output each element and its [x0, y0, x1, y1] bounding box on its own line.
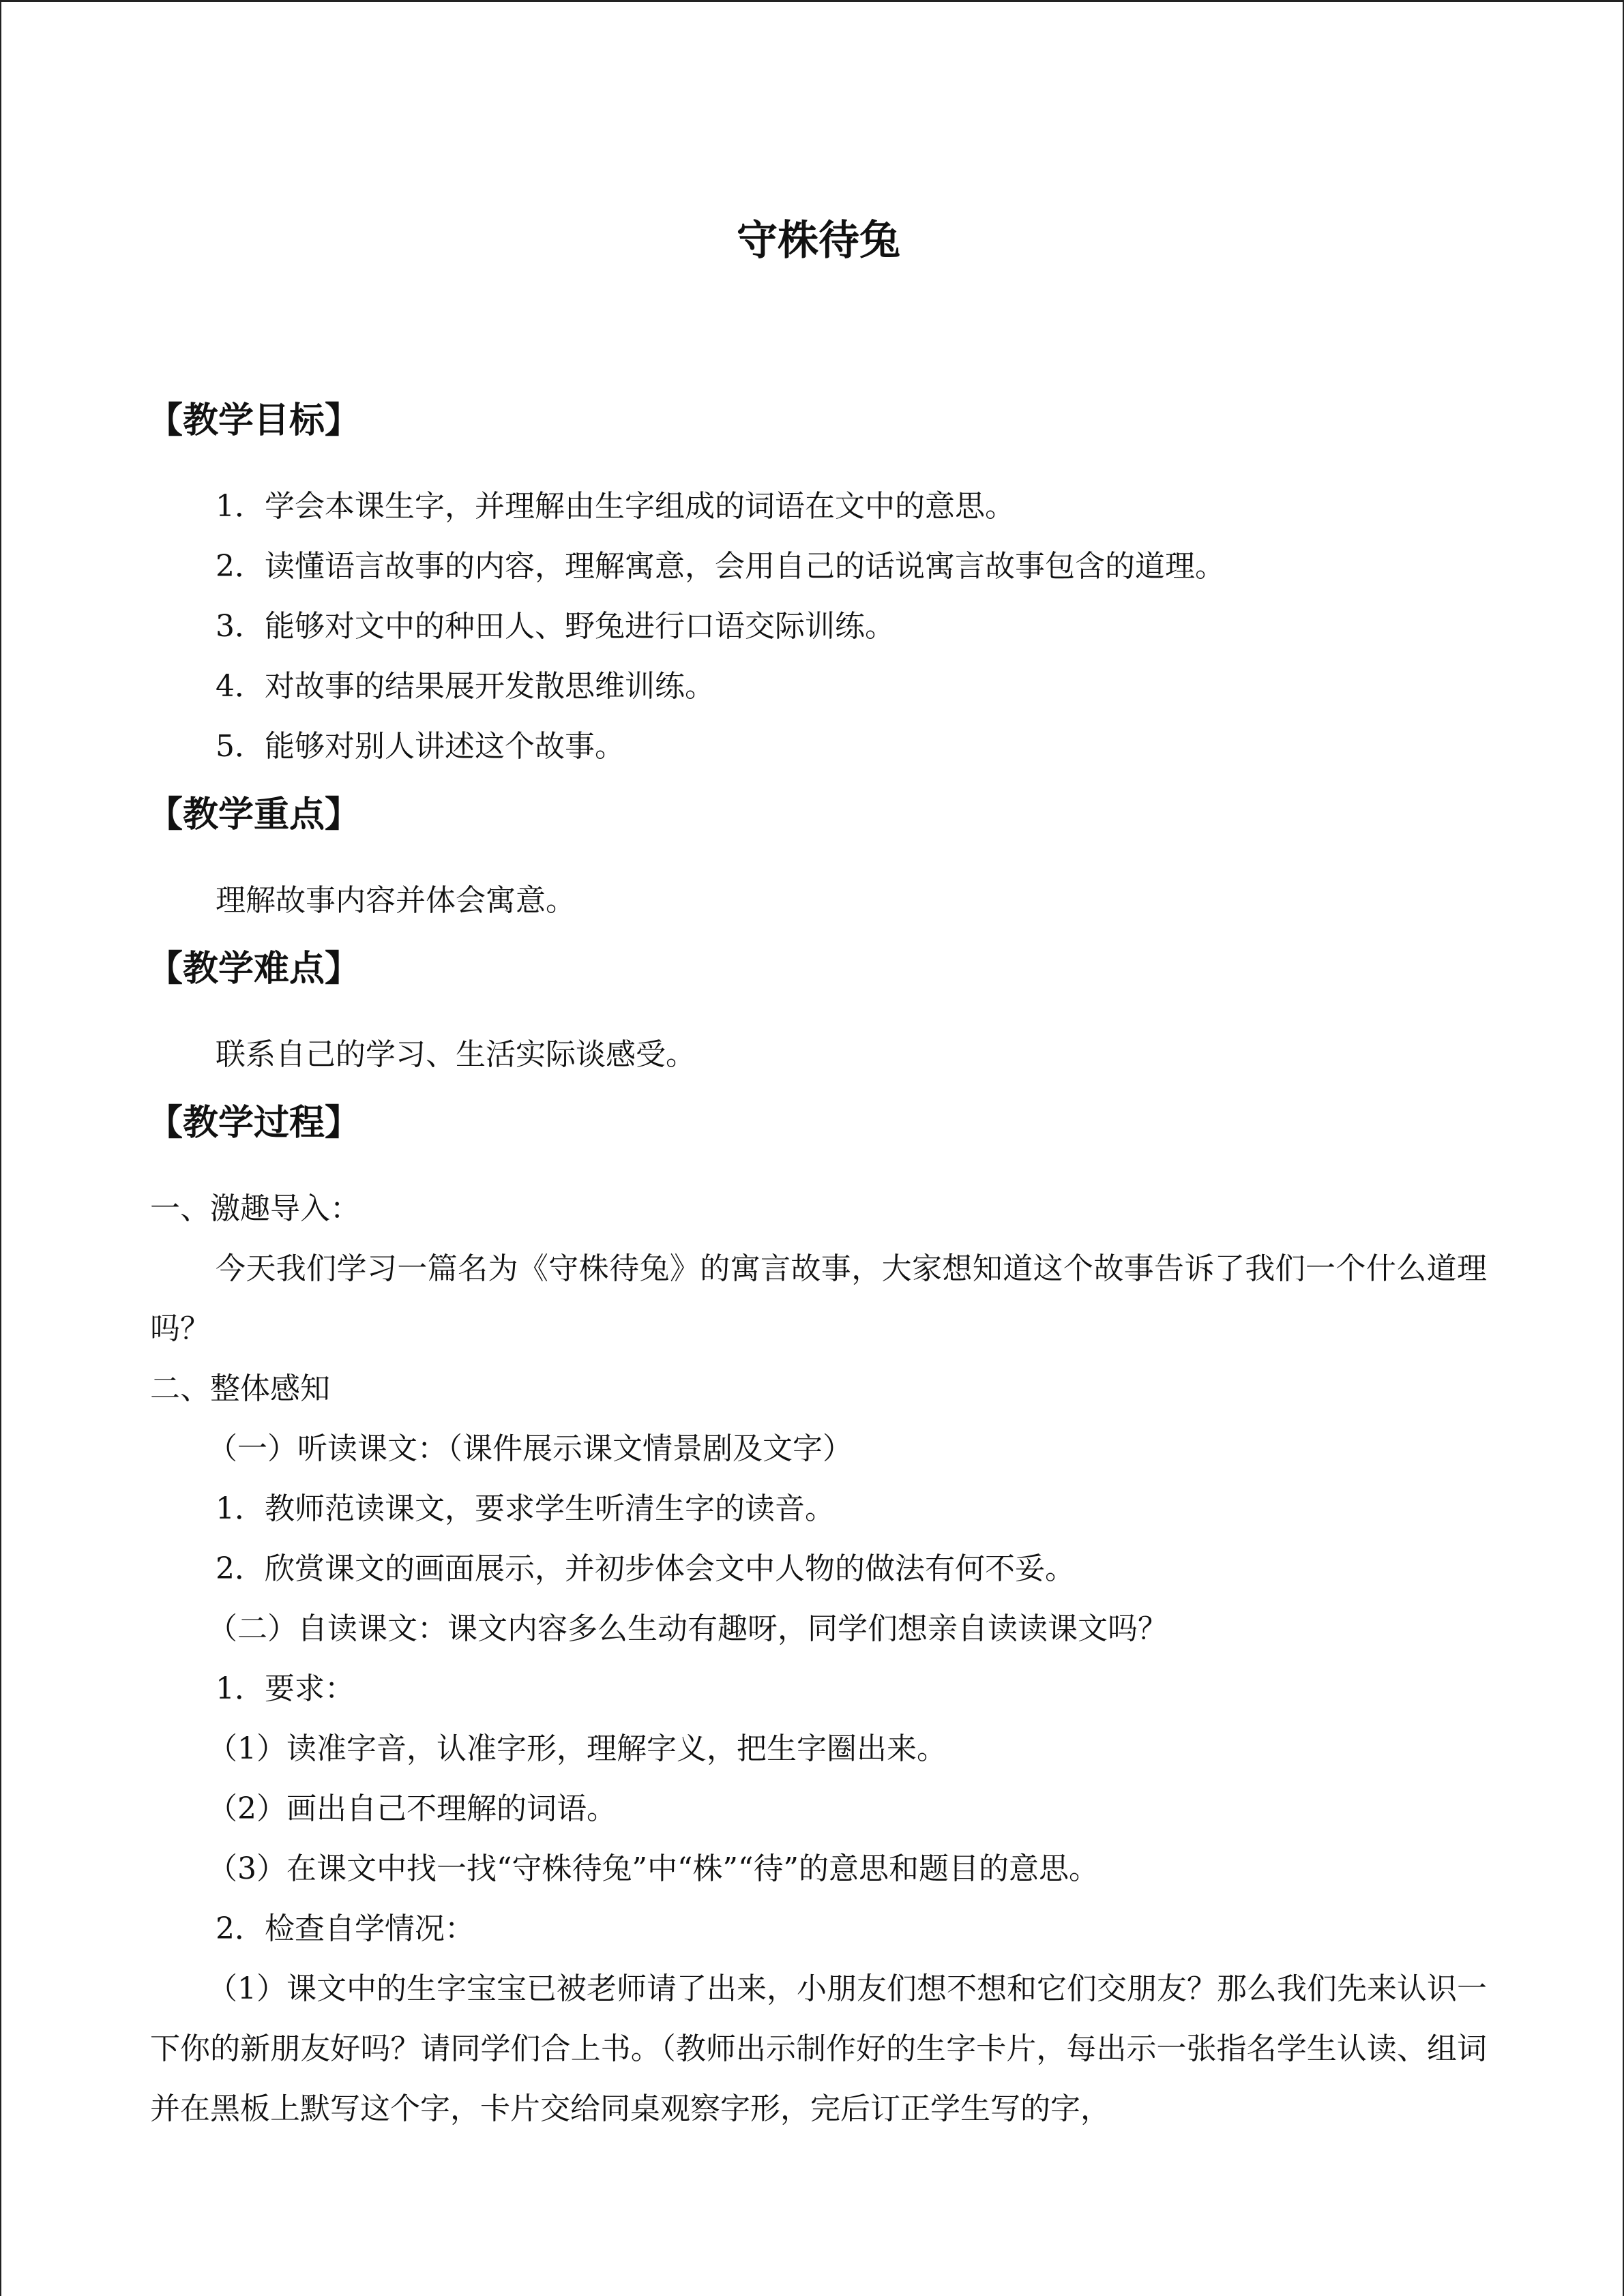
check-text: （1）课文中的生字宝宝已被老师请了出来，小朋友们想不想和它们交朋友？那么我们先来认识一下你的新朋友好吗？请同学们合上书。（教师出示制作好的生字卡片，每出示一张指名学生认读、组词并在黑板上默写这个字，卡片交给同桌观察字形，完后订正学生写的字，: [150, 1971, 1487, 2126]
listen-item-1: 1．教师范读课文，要求学生听清生字的读音。: [216, 1491, 835, 1526]
requirement-item-3: （3）在课文中找一找“守株待兔”中“株”“待”的意思和题目的意思。: [207, 1851, 1099, 1886]
self-read-title: （二）自读课文：课文内容多么生动有趣呀，同学们想亲自读读课文吗？: [207, 1611, 1168, 1646]
goal-item-3: 3．能够对文中的种田人、野兔进行口语交际训练。: [216, 609, 895, 644]
spacer: [150, 459, 1487, 477]
heading-difficulties: 【教学难点】: [147, 949, 361, 989]
requirements-title: 1．要求：: [216, 1671, 355, 1706]
goal-item-4: 4．对故事的结果展开发散思维训练。: [216, 669, 715, 704]
requirement-item-2: （2）画出自己不理解的词语。: [207, 1791, 617, 1826]
heading-key-points: 【教学重点】: [147, 794, 361, 835]
heading-teaching-process: 【教学过程】: [147, 1103, 361, 1144]
difficulties-text: 联系自己的学习、生活实际谈感受。: [216, 1037, 696, 1072]
check-title: 2．检查自学情况：: [216, 1911, 475, 1946]
requirement-item-1: （1）读准字音，认准字形，理解字义，把生字圈出来。: [207, 1731, 947, 1766]
listen-title: （一）听读课文：（课件展示课文情景剧及文字）: [207, 1431, 853, 1466]
process-part2-title: 二、整体感知: [150, 1371, 330, 1406]
page-title: 守株待兔: [737, 217, 900, 265]
key-points-text: 理解故事内容并体会寓意。: [216, 883, 576, 918]
process-part1-text: 今天我们学习一篇名为《守株待兔》的寓言故事，大家想知道这个故事告诉了我们一个什么道理吗？: [150, 1251, 1487, 1346]
document-body: [147, 200, 1487, 2139]
spacer: [150, 1007, 1487, 1025]
goal-item-5: 5．能够对别人讲述这个故事。: [216, 729, 625, 764]
process-part1-title: 一、激趣导入：: [150, 1191, 360, 1226]
spacer: [150, 853, 1487, 871]
goal-item-2: 2．读懂语言故事的内容，理解寓意，会用自己的话说寓言故事包含的道理。: [216, 549, 1225, 584]
heading-teaching-goals: 【教学目标】: [147, 400, 361, 441]
listen-item-2: 2．欣赏课文的画面展示，并初步体会文中人物的做法有何不妥。: [216, 1551, 1075, 1586]
goal-item-1: 1．学会本课生字，并理解由生字组成的词语在文中的意思。: [216, 489, 1015, 524]
spacer: [150, 1161, 1487, 1179]
